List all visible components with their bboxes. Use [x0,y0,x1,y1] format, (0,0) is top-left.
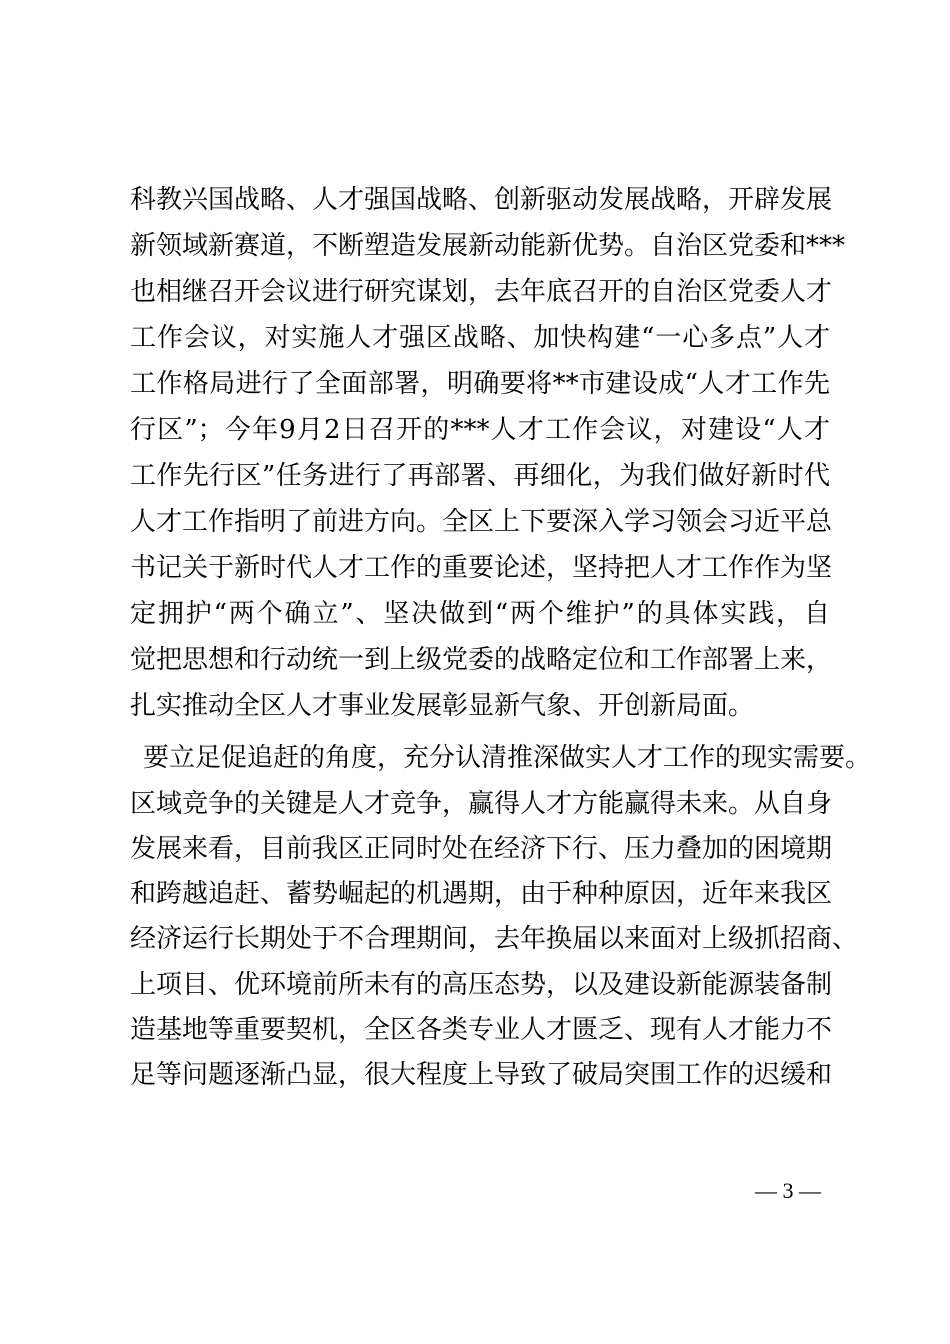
text-line: 行区”；今年9月2日召开的***人才工作会议，对建设“人才 [130,415,830,445]
text-line: 工作会议，对实施人才强区战略、加快构建“一心多点”人才 [130,323,830,353]
text-line: 书记关于新时代人才工作的重要论述，坚持把人才工作作为坚 [130,553,833,583]
text-line: 也相继召开会议进行研究谋划，去年底召开的自治区党委人才 [130,277,833,307]
text-line: 科教兴国战略、人才强国战略、创新驱动发展战略，开辟发展 [130,185,833,215]
text-line: 造基地等重要契机，全区各类专业人才匮乏、现有人才能力不 [130,1015,833,1045]
text-line: 和跨越追赶、蓄势崛起的机遇期，由于种种原因，近年来我区 [130,879,833,909]
text-line: 发展来看，目前我区正同时处在经济下行、压力叠加的困境期 [130,834,833,864]
text-line: 人才工作指明了前进方向。全区上下要深入学习领会习近平总 [130,507,833,537]
text-line: 定拥护“两个确立”、坚决做到“两个维护”的具体实践，自 [130,599,830,629]
text-line: 区域竞争的关键是人才竞争，赢得人才方能赢得未来。从自身 [130,789,833,819]
text-line: 扎实推动全区人才事业发展彰显新气象、开创新局面。 [130,691,755,721]
text-line: 工作先行区”任务进行了再部署、再细化，为我们做好新时代 [130,461,830,491]
text-line: 工作格局进行了全面部署，明确要将**市建设成“人才工作先 [130,369,830,399]
text-line: 要立足促追赶的角度，充分认清推深做实人才工作的现实需要。 [143,743,872,773]
page-number: — 3 — [755,1178,821,1203]
text-line: 经济运行长期处于不合理期间，去年换届以来面对上级抓招商、 [130,924,859,954]
text-line: 新领域新赛道，不断塑造发展新动能新优势。自治区党委和*** [130,231,846,261]
text-line: 觉把思想和行动统一到上级党委的战略定位和工作部署上来， [130,645,833,675]
text-line: 上项目、优环境前所未有的高压态势，以及建设新能源装备制 [130,970,833,1000]
text-line: 足等问题逐渐凸显，很大程度上导致了破局突围工作的迟缓和 [130,1060,833,1090]
